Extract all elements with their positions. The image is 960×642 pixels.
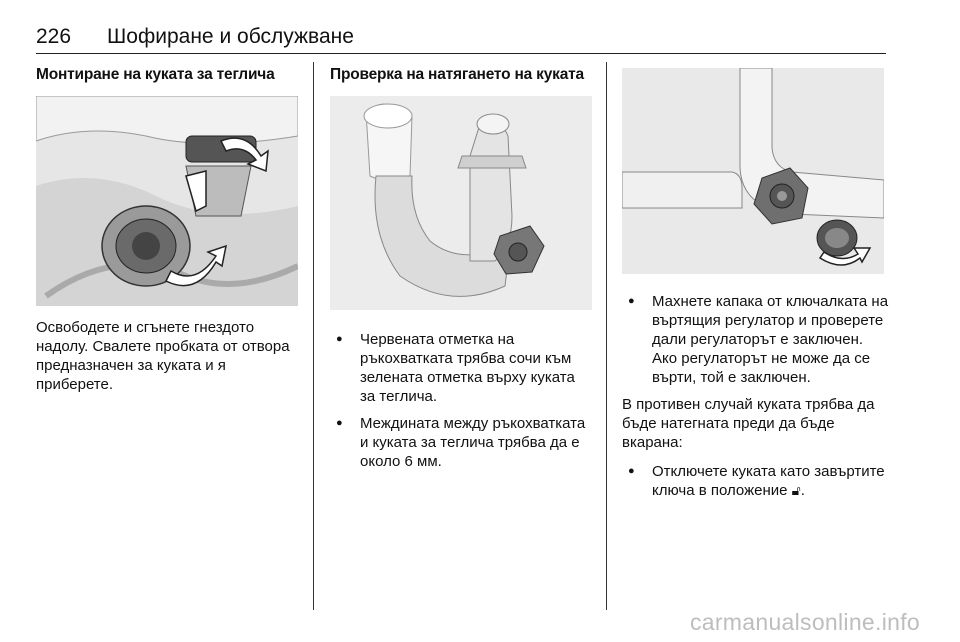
page-number: 226: [36, 25, 72, 48]
figure-socket: [36, 96, 298, 306]
otherwise-text: В противен случай куката трябва да бъде натегната преди да бъде вкарана:: [622, 396, 875, 451]
list-item: [622, 462, 890, 500]
column-1: [36, 66, 304, 394]
lock-check-list: [622, 292, 890, 387]
section-title-check-tension: Проверка на натягането на куката: [330, 66, 584, 83]
unlock-list: [622, 462, 890, 500]
unlock-text: Отключете куката като завъртите ключа в положение: [652, 463, 885, 499]
chapter-title: Шофиране и обслужване: [107, 25, 354, 48]
column-3: [622, 68, 890, 508]
mounting-instructions: Освободете и сгънете гнездото надолу. Свалете пробката от отвора предназначен за куката и я приберете.: [36, 319, 290, 393]
unlock-position-icon: 🔓︎: [791, 482, 801, 498]
list-item: ● Червената отметка на ръкохватката трябва сочи към зелената отметка върху куката за теглича.: [330, 330, 592, 406]
page-header: [36, 26, 886, 54]
column-divider-2: [606, 62, 607, 610]
column-divider-1: [313, 62, 314, 610]
unlock-text-end: .: [800, 482, 805, 499]
figure-hook: [330, 96, 592, 310]
figure-lock-regulator: [622, 68, 884, 274]
tow-hook-illustration: [330, 96, 592, 310]
socket-illustration: [36, 96, 298, 306]
column-2: [330, 66, 592, 479]
list-item: ● Междината между ръкохватката и куката за теглича трябва да е около 6 мм.: [330, 414, 592, 471]
list-item: ● Махнете капака от ключалката на въртящия регулатор и проверете дали регулаторът е заключен. Ако регулаторът не може да се върти, той е заключен.: [622, 292, 890, 387]
tension-check-list: [330, 330, 592, 471]
lock-regulator-illustration: [622, 68, 884, 274]
watermark: carmanualsonline.info: [689, 609, 920, 635]
section-title-mounting: Монтиране на куката за теглича: [36, 66, 275, 83]
